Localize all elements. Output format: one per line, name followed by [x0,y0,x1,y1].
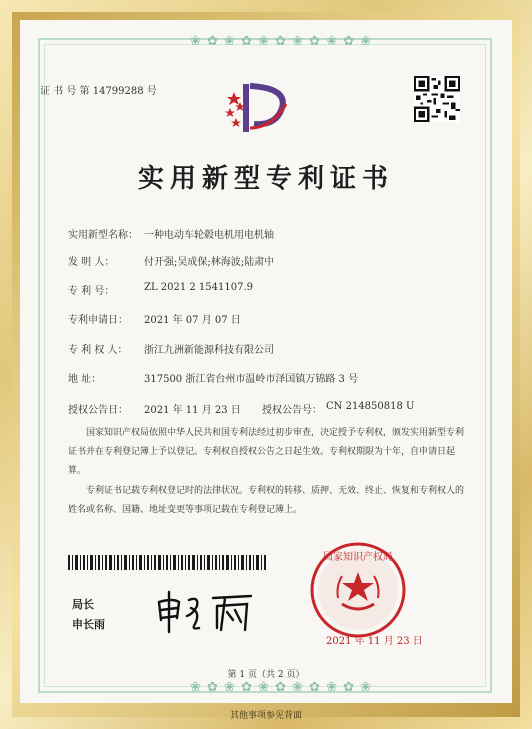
cnipa-logo-icon [224,78,296,138]
grant-date-label: 授权公告日： [68,405,128,416]
barcode-icon [68,555,268,570]
svg-text:国家知识产权局: 国家知识产权局 [323,552,393,563]
owner-value: 浙江九洲新能源科技有限公司 [144,345,274,356]
certificate-number: 证 书 号 第 14799288 号 [40,86,157,97]
address-label: 地 址： [68,374,102,385]
owner-label: 专 利 权 人： [68,345,128,356]
name-value: 一种电动车轮毂电机用电机轴 [144,230,274,241]
grant-date-value: 2021 年 11 月 23 日 [144,405,241,416]
page-title: 实用新型专利证书 [137,164,394,194]
inventor-label: 发 明 人： [68,257,115,268]
filing-date-label: 专利申请日： [68,315,128,326]
statement-paragraph-1: 国家知识产权局依照中华人民共和国专利法经过初步审查，决定授予专利权，颁发实用新型专利证书并在专利登记簿上予以登记。专利权自授权公告之日起生效。专利权期限为十年，自申请日起算。 [68,428,465,476]
qr-code-icon [414,76,460,122]
director-title: 局长 [72,598,94,611]
certificate-paper [20,20,512,703]
seal-date: 2021 年 11 月 23 日 [326,636,423,647]
filing-date-value: 2021 年 07 月 07 日 [144,315,241,326]
director-name: 申长雨 [72,618,105,631]
page-indicator: 第 1 页（共 2 页） [227,670,305,680]
back-note: 其他事项参见背面 [229,711,302,721]
inventor-value: 付开强;吴成保;林海波;陆肃中 [144,257,275,268]
statement-paragraph-2: 专利证书记载专利权登记时的法律状况。专利权的转移、质押、无效、终止、恢复和专利权人的姓名或名称、国籍、地址变更等事项记载在专利登记簿上。 [68,486,465,515]
patent-number-value: ZL 2021 2 1541107.9 [144,282,254,293]
name-label: 实用新型名称： [68,230,138,241]
grant-number-label: 授权公告号： [262,405,322,416]
bottom-garland-ornament: ❀ ✿ ❀ ✿ ❀ ✿ ❀ ✿ ❀ ✿ ❀ [190,680,373,695]
official-seal-icon [308,540,408,640]
director-signature-icon [155,590,265,634]
top-garland-ornament: ❀ ✿ ❀ ✿ ❀ ✿ ❀ ✿ ❀ ✿ ❀ [190,34,373,49]
patent-number-label: 专 利 号： [68,286,115,297]
decorative-border-inner [44,44,486,687]
grant-number-value: CN 214850818 U [326,401,415,412]
address-value: 317500 浙江省台州市温岭市泽国镇万锦路 3 号 [144,374,359,385]
